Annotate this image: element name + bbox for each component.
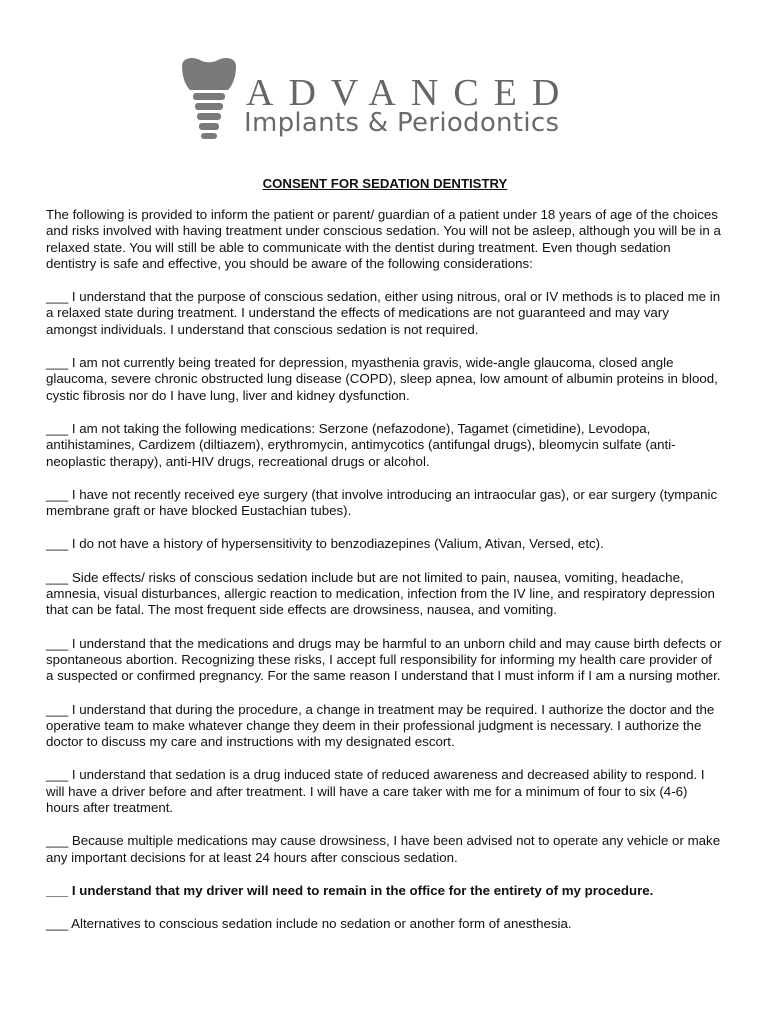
document-title: CONSENT FOR SEDATION DENTISTRY [262,176,508,191]
consent-item-purpose: ___ I understand that the purpose of conscious sedation, either using nitrous, oral or IV methods is to placed me in a relaxed state during treatment. I understand the effects of medications are not guaranteed and may vary amongst individuals. I understand that conscious sedation is not required. [46,289,721,337]
consent-item-surgery: ___ I have not recently received eye surgery (that involve introducing an intraocular gas), or ear surgery (tympanic membrane graft or have blocked Eustachian tubes). [46,486,718,519]
consent-item-hypersensitivity: ___ I do not have a history of hypersensitivity to benzodiazepines (Valium, Ativan, Versed, etc). [46,536,604,552]
logo-wordmark-secondary: Implants & Periodontics [244,108,560,138]
consent-item-medications: ___ I am not taking the following medications: Serzone (nefazodone), Tagamet (cimetidine), Levodopa, antihistamines, Cardizem (diltiazem), erythromycin, antimycotics (antifungal drugs), bleomycin sulfate (anti-neoplastic therapy), anti-HIV drugs, recreational drugs or alcohol. [46,420,676,469]
dental-implant-icon [178,56,240,152]
consent-item-driver-remain: ___ I understand that my driver will need to remain in the office for the entirety of my procedure. [46,882,654,898]
consent-item-side-effects: ___ Side effects/ risks of conscious sedation include but are not limited to pain, nausea, vomiting, headache, amnesia, visual disturbances, allergic reaction to medication, infection from the IV line, and respiratory depression that can be fatal. The most frequent side effects are drowsiness, nausea, and vomiting. [46,569,715,618]
practice-logo [178,56,598,156]
consent-body [46,207,722,950]
logo-wordmark-primary: ADVANCED [246,72,575,114]
consent-item-treatment-change: ___ I understand that during the procedure, a change in treatment may be required. I authorize the doctor and the operative team to make whatever change they deem in their professional judgment is necessary. I authorize the doctor to discuss my care and instructions with my designated escort. [46,701,715,750]
consent-item-driver-caretaker: ___ I understand that sedation is a drug induced state of reduced awareness and decreased ability to respond. I will have a driver before and after treatment. I will have a care taker with me for a minimum of four to six (4-6) hours after treatment. [46,767,705,816]
consent-item-alternatives: ___ Alternatives to conscious sedation include no sedation or another form of anesthesia. [46,916,572,932]
consent-item-conditions: ___ I am not currently being treated for depression, myasthenia gravis, wide-angle glaucoma, closed angle glaucoma, severe chronic obstructed lung disease (COPD), sleep apnea, low amount of albumin proteins in blood, cystic fibrosis nor do I have lung, liver and kidney dysfunction. [46,355,718,403]
consent-item-drowsiness: ___ Because multiple medications may cause drowsiness, I have been advised not to operate any vehicle or make any important decisions for at least 24 hours after conscious sedation. [46,833,721,865]
consent-item-pregnancy: ___ I understand that the medications and drugs may be harmful to an unborn child and may cause birth defects or spontaneous abortion. Recognizing these risks, I accept full responsibility for informing my health care provider of a suspected or confirmed pregnancy. For the same reason I understand that I must inform if I am a nursing mother. [46,635,722,684]
intro-paragraph: The following is provided to inform the patient or parent/ guardian of a patient under 18 years of age of the choices and risks involved with having treatment under conscious sedation. You will not be asleep, although you will be in a relaxed state. You will still be able to communicate with the dentist during treatment. Even though sedation dentistry is safe and effective, you should be aware of the following considerations: [46,207,721,271]
